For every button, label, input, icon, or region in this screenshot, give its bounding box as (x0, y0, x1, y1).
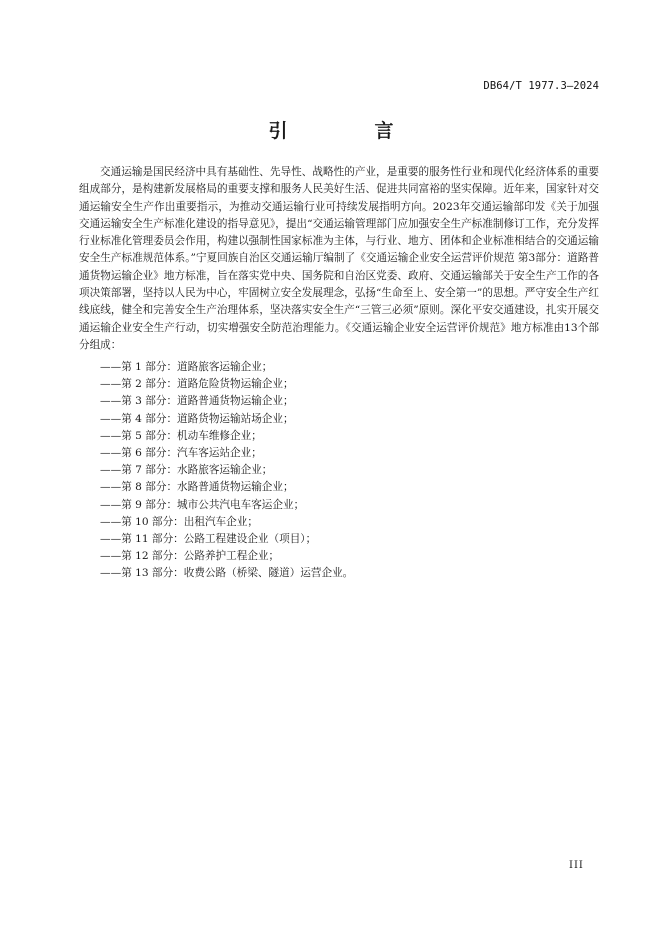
introduction-paragraph: 交通运输是国民经济中具有基础性、先导性、战略性的产业，是重要的服务性行业和现代化经济体系的重要组成部分，是构建新发展格局的重要支撑和服务人民美好生活、促进共同富裕的坚实保障。近年来，国家针对交通运输安全生产作出重要指示，为推动交通运输行业可持续发展指明方向。2023年交通运输部印发《关于加强交通运输安全生产标准化建设的指导意见》，提出“交通运输管理部门应加强安全生产标准制修订工作，充分发挥行业标准化管理委员会作用，构建以强制性国家标准为主体，与行业、地方、团体和企业标准相结合的交通运输安全生产标准规范体系。”宁夏回族自治区交通运输厅编制了《交通运输企业安全运营评价规范 第3部分：道路普通货物运输企业》地方标准，旨在落实党中央、国务院和自治区党委、政府、交通运输部关于安全生产工作的各项决策部署，坚持以人民为中心，牢固树立安全发展理念，弘扬“生命至上、安全第一”的思想。严守安全生产红线底线，健全和完善安全生产治理体系，坚决落实安全生产“三管三必须”原则。深化平安交通建设，扎实开展交通运输企业安全生产行动，切实增强安全防范治理能力。《交通运输企业安全运营评价规范》地方标准由13个部分组成： (79, 166, 599, 351)
list-item: ——第 4 部分：道路货物运输站场企业； (100, 412, 294, 425)
page-number: III (569, 860, 584, 871)
list-item: ——第 1 部分：道路旅客运输企业； (100, 361, 273, 373)
list-item: ——第 7 部分：水路旅客运输企业； (100, 464, 273, 477)
list-item: ——第 6 部分：汽车客运站企业； (100, 447, 262, 460)
page-title: 引 言 (268, 120, 428, 142)
list-item: ——第 2 部分：道路危险货物运输企业； (100, 378, 294, 391)
list-item: ——第 8 部分：水路普通货物运输企业； (100, 481, 294, 494)
list-item: ——第 11 部分：公路工程建设企业（项目）； (100, 533, 317, 546)
list-item: ——第 10 部分：出租汽车企业； (100, 515, 258, 528)
document-code: DB64/T 1977.3—2024 (483, 80, 599, 92)
list-item: ——第 12 部分：公路养护工程企业； (100, 550, 280, 563)
list-item: ——第 13 部分：收费公路（桥梁、隧道）运营企业。 (100, 567, 354, 580)
parts-list (79, 359, 599, 583)
list-item: ——第 3 部分：道路普通货物运输企业； (100, 395, 294, 408)
list-item: ——第 9 部分：城市公共汽电车客运企业； (100, 498, 305, 511)
list-item: ——第 5 部分：机动车维修企业； (100, 429, 262, 442)
